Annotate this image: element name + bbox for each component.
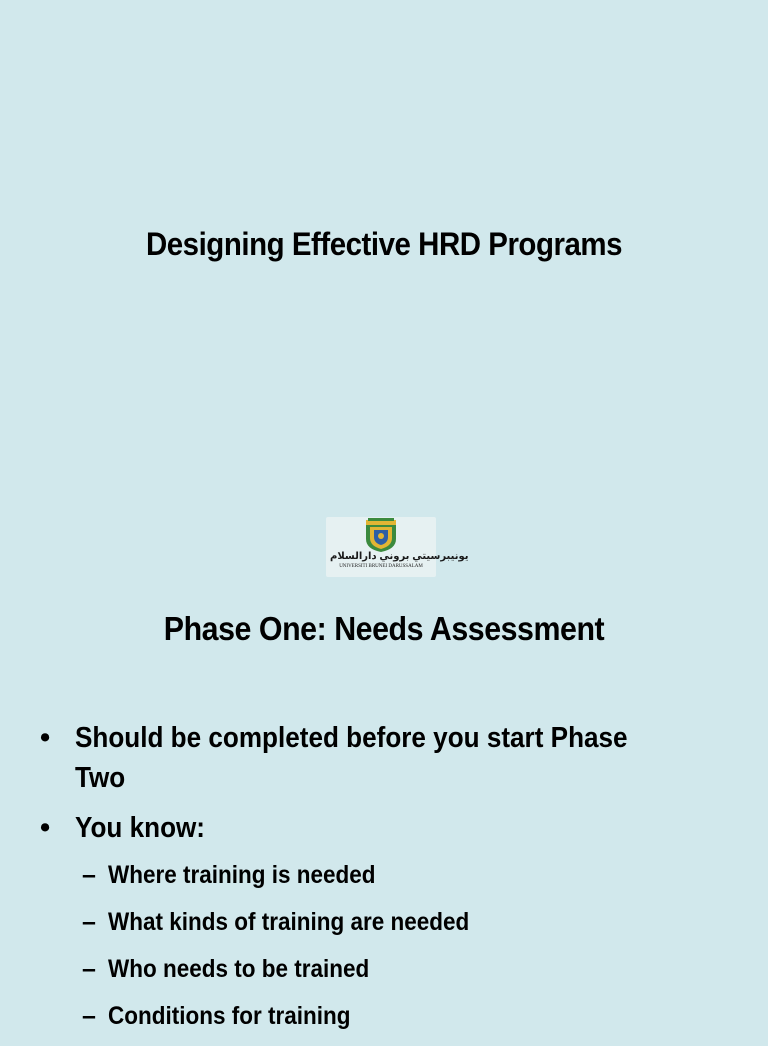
sub-bullet-item: [40, 999, 740, 1033]
sub-bullet-text: Where training is needed: [108, 861, 376, 889]
sub-bullet-item: [40, 905, 740, 939]
university-logo: [326, 517, 469, 577]
section-title: Phase One: Needs Assessment: [163, 610, 605, 647]
bullet-text: Should be completed before you start Phase Two: [75, 722, 628, 794]
sub-bullet-marker: –: [82, 861, 96, 889]
sub-bullet-text: Who needs to be trained: [108, 955, 370, 983]
sub-bullet-text: What kinds of training are needed: [108, 908, 470, 936]
bullet-marker: •: [40, 812, 51, 844]
sub-bullet-item: [40, 952, 740, 986]
university-crest-icon: [326, 517, 436, 553]
bullet-text: You know:: [75, 812, 206, 844]
logo-script-text: يونيبرسيتي بروني دارالسلام: [330, 551, 469, 562]
sub-bullet-marker: –: [82, 908, 96, 936]
sub-bullet-text: Conditions for training: [108, 1002, 351, 1030]
bullet-item: [40, 718, 740, 798]
sub-bullet-marker: –: [82, 955, 96, 983]
slide-title: Designing Effective HRD Programs: [145, 226, 623, 262]
bullet-item: [40, 808, 740, 848]
logo-university-name: UNIVERSITI BRUNEI DARUSSALAM: [339, 564, 423, 569]
bullet-list: [40, 718, 740, 1046]
sub-bullet-marker: –: [82, 1002, 96, 1030]
sub-bullet-item: [40, 858, 740, 892]
bullet-marker: •: [40, 722, 51, 754]
